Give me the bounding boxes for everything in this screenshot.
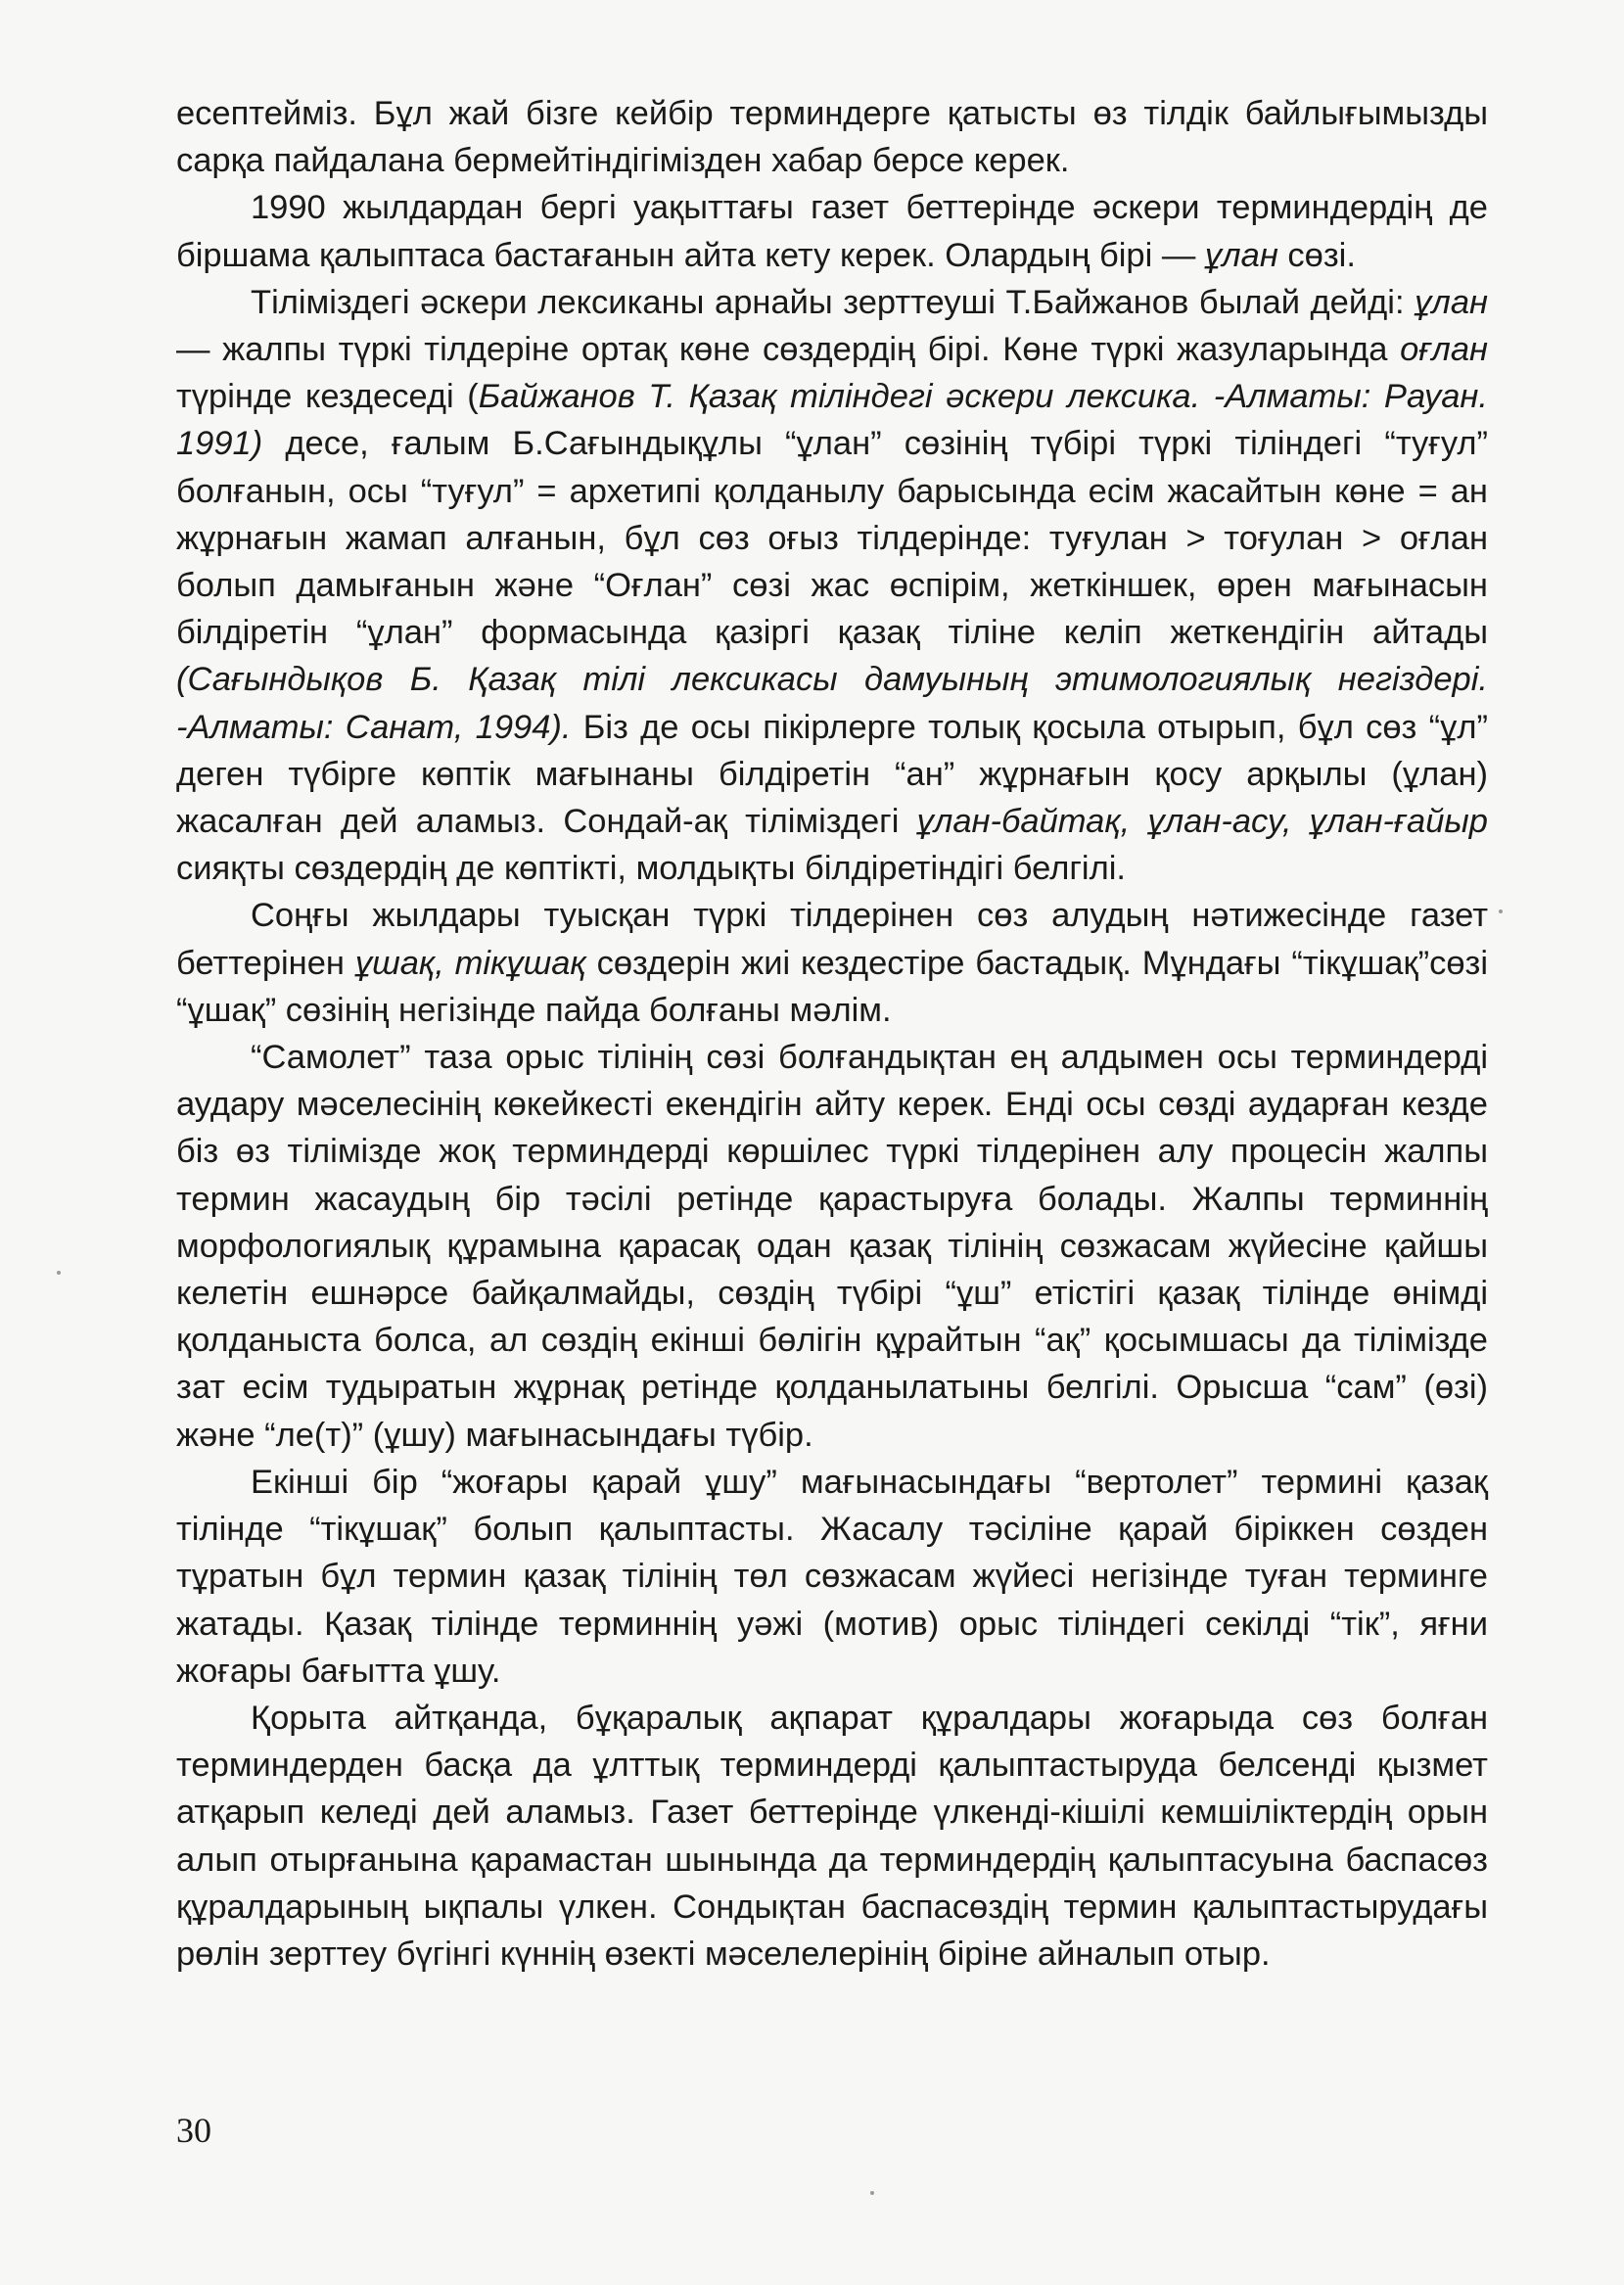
scan-speck xyxy=(57,1271,61,1275)
text-run: Екінші бір “жоғары қарай ұшу” мағынасындағы “вертолет” термині қазақ тілінде “тікұшақ” болып қалыптасты. Жасалу тәсіліне қарай біріккен сөзден тұратын бұл термин қазақ тілінің төл сөзжасам жүйесі негізінде туған терминге жатады. Қазақ тілінде терминнің уәжі (мотив) орыс тіліндегі секілді “тік”, яғни жоғары бағытта ұшу. xyxy=(176,1463,1488,1690)
text-run: сияқты сөздердің де көптікті, молдықты білдіретіндігі белгілі. xyxy=(176,850,1126,888)
em-text: ұлан xyxy=(1415,283,1488,321)
text-run: түрінде кездеседі ( xyxy=(176,378,479,416)
text-run: есептейміз. Бұл жай бізге кейбір терминдерге қатысты өз тілдік байлығымызды сарқа пайдалана бермейтіндігімізден хабар берсе керек. xyxy=(176,95,1488,180)
paragraph xyxy=(176,1695,1488,1978)
paragraph xyxy=(176,184,1488,278)
paragraph xyxy=(176,1034,1488,1459)
em-text: ұлан xyxy=(1204,236,1278,274)
paragraph xyxy=(176,892,1488,1034)
scan-speck xyxy=(1499,909,1503,913)
text-run: — жалпы түркі тілдеріне ортақ көне сөздердің бірі. Көне түркі жазуларында xyxy=(176,331,1401,369)
text-run: десе, ғалым Б.Сағындықұлы “ұлан” сөзінің түбірі түркі тіліндегі “туғул” болғанын, осы “туғул” = архетипі қолданылу барысында есім жасайтын көне = ан жұрнағын жамап алғанын, бұл сөз оғыз тілдерінде: туғулан > тоғулан > оғлан болып дамығанын және “Оғлан” сөзі жас өспірім, жеткіншек, өрен мағынасын білдіретін “ұлан” формасында қазіргі қазақ тіліне келіп жеткендігін айтады xyxy=(176,425,1488,652)
page-number: 30 xyxy=(176,2111,211,2150)
em-text: (Сағындықов Б. Қазақ тілі лексикасы дамуының этимологиялық негіздері. -Алматы: Санат, 1994). xyxy=(176,661,1488,746)
em-text: оғлан xyxy=(1400,331,1488,369)
text-run: сөздерін жиі кездестіре бастадық. Мұндағы “тікұшақ”сөзі “ұшақ” сөзінің негізінде пайда болғаны мәлім. xyxy=(176,944,1488,1029)
em-text: ұшақ, тікұшақ xyxy=(354,944,586,982)
paragraph xyxy=(176,279,1488,893)
text-run: Қорыта айтқанда, бұқаралық ақпарат құралдары жоғарыда сөз болған терминдерден басқа да ұлттық терминдерді қалыптастыруда белсенді қызмет атқарып келеді дей аламыз. Газет беттерінде үлкенді-кішілі кемшіліктердің орын алып отырғанына қарамастан шынында да терминдердің қалыптасуына баспасөз құралдарының ықпалы үлкен. Сондықтан баспасөздің термин қалыптастырудағы рөлін зерттеу бүгінгі күннің өзекті мәселелерінің біріне айналып отыр. xyxy=(176,1699,1488,1973)
text-run: Біз де осы пікірлерге толық қосыла отырып, бұл сөз “ұл” деген түбірге көптік мағынаны білдіретін “ан” жұрнағын қосу арқылы (ұлан) жасалған дей аламыз. Сондай-ақ тіліміздегі xyxy=(176,708,1488,841)
text-run: Тіліміздегі әскери лексиканы арнайы зерттеуші Т.Байжанов былай дейді: xyxy=(251,283,1415,321)
paragraph xyxy=(176,1459,1488,1695)
text-run: сөзі. xyxy=(1277,236,1356,274)
scan-speck xyxy=(870,2191,874,2195)
page-body xyxy=(176,90,1488,1978)
text-run: Соңғы жылдары туысқан түркі тілдерінен сөз алудың нәтижесінде газет беттерінен xyxy=(176,897,1488,982)
em-text: ұлан-байтақ, ұлан-асу, ұлан-ғайыр xyxy=(916,803,1488,841)
em-text: Байжанов Т. Қазақ тіліндегі әскери лексика. -Алматы: Рауан. 1991) xyxy=(176,378,1488,463)
paragraph xyxy=(176,90,1488,184)
text-run: 1990 жылдардан бергі уақыттағы газет беттерінде әскери терминдердің де біршама қалыптаса бастағанын айта кету керек. Олардың бірі — xyxy=(176,189,1488,274)
text-run: “Самолет” таза орыс тілінің сөзі болғандықтан ең алдымен осы терминдерді аудару мәселесінің көкейкесті екендігін айту керек. Енді осы сөзді аударған кезде біз өз тілімізде жоқ терминдерді көршілес түркі тілдерінен алу процесін жалпы термин жасаудың бір тәсілі ретінде қарастыруға болады. Жалпы терминнің морфологиялық құрамына қарасақ одан қазақ тілінің сөзжасам жүйесіне қайшы келетін ешнәрсе байқалмайды, сөздің түбірі “ұш” етістігі қазақ тілінде өнімді қолданыста болса, ал сөздің екінші бөлігін құрайтын “ақ” қосымшасы да тілімізде зат есім тудыратын жұрнақ ретінде қолданылатыны белгілі. Орысша “сам” (өзі) және “ле(т)” (ұшу) мағынасындағы түбір. xyxy=(176,1039,1488,1454)
